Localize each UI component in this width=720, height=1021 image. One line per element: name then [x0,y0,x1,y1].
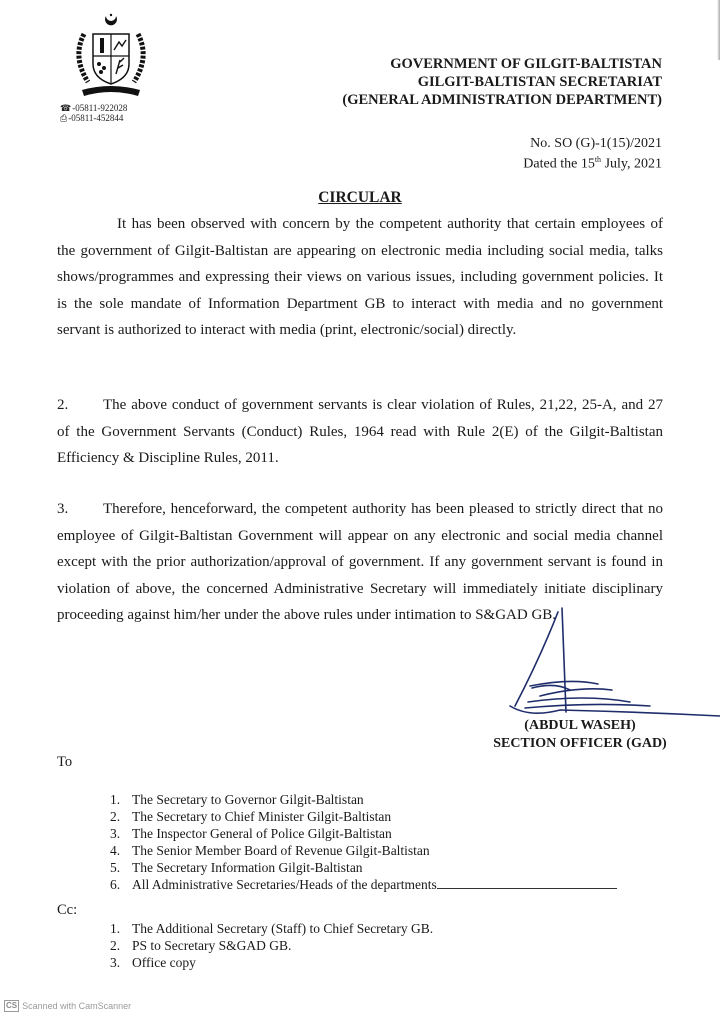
list-item: 4. The Senior Member Board of Revenue Gilgit-Baltistan [110,843,430,858]
gilgit-baltistan-emblem-icon [66,12,156,102]
list-item: 1. The Secretary to Governor Gilgit-Baltistan [110,792,364,807]
list-item: 6. All Administrative Secretaries/Heads of the departments [110,876,617,893]
list-item: 5. The Secretary Information Gilgit-Baltistan [110,860,363,875]
letterhead-title [342,55,662,109]
paragraph-1: It has been observed with concern by the competent authority that certain employees of the government of Gilgit-Baltistan are appearing on electronic media including social media, talks shows/programmes and expressing their views on various issues, including government policies. It is the sole mandate of Information Department GB to interact with media and no government servant is authorized to interact with media (print, electronic/social) directly. [57,216,663,338]
list-item: 3. The Inspector General of Police Gilgit-Baltistan [110,826,392,841]
cc-label: Cc: [57,902,78,918]
to-label: To [57,754,73,770]
paragraph-number: 3. [57,501,69,517]
signatory-name: (ABDUL WASEH) [524,718,636,733]
list-item: 2. The Secretary to Chief Minister Gilgit-Baltistan [110,809,392,824]
paragraph-3: 3. Therefore, henceforward, the competent authority has been pleased to strictly direct that no employee of Gilgit-Baltistan Government will appear on any electronic and social media channel except with the prior authorization/approval of government. If any government servant is found in violation of above, the concerned Administrative Secretary will immediately initiate disciplinary proceeding against him/her under the above rules under intimation to S&GAD GB. [57,496,663,629]
blank-line [437,887,617,889]
fax-icon: ⎙ [60,113,68,123]
camscanner-watermark [4,1000,131,1012]
handwritten-signature-icon [470,598,720,728]
recipient-list [110,791,617,893]
phone-number: ☎-05811-922028 [60,103,128,113]
reference-number: No. SO (G)-1(15)/2021 [530,136,662,151]
department-name: (GENERAL ADMINISTRATION DEPARTMENT) [342,92,662,108]
paragraph-number: 2. [57,397,69,413]
list-item: 1. The Additional Secretary (Staff) to Chief Secretary GB. [110,921,434,936]
reference-date: Dated the 15th July, 2021 [523,155,662,172]
fax-number: ⎙-05811-452844 [60,113,124,123]
government-name: GOVERNMENT OF GILGIT-BALTISTAN [390,56,662,72]
list-item: 3. Office copy [110,955,196,970]
secretariat-name: GILGIT-BALTISTAN SECRETARIAT [417,74,662,90]
signatory-block [480,717,680,753]
camscanner-logo-icon: CS [6,1001,18,1010]
cc-list [110,920,433,971]
document-title: CIRCULAR [318,189,402,206]
watermark-text: Scanned with CamScanner [22,1001,132,1011]
reference-block [523,136,662,173]
list-item: 2. PS to Secretary S&GAD GB. [110,938,292,953]
paragraph-2: 2. The above conduct of government servants is clear violation of Rules, 21,22, 25-A, and 27 of the Government Servants (Conduct) Rules, 1964 read with Rule 2(E) of the Gilgit-Baltistan Efficiency & Discipline Rules, 2011. [57,392,663,472]
telephone-icon: ☎ [60,103,72,113]
signatory-designation: SECTION OFFICER (GAD) [493,736,667,751]
